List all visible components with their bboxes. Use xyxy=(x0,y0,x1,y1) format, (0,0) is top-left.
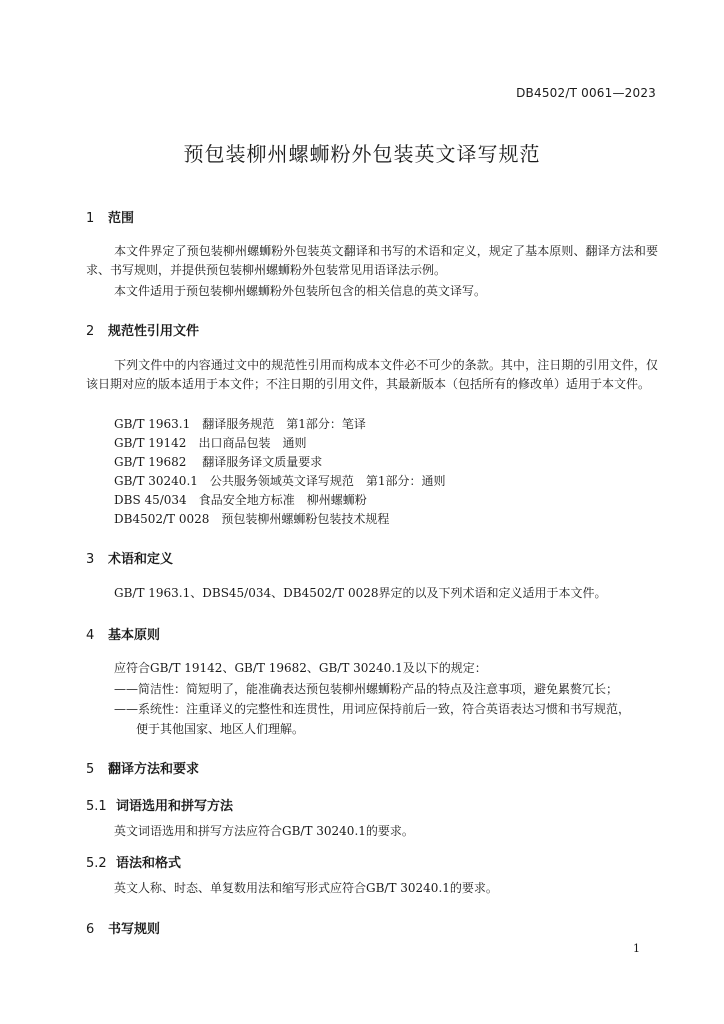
section-title: 语法和格式 xyxy=(116,856,182,871)
reference-item: GB/T 30240.1 公共服务领域英文译写规范 第1部分：通则 xyxy=(114,474,446,488)
reference-item: GB/T 19682 翻译服务译文质量要求 xyxy=(114,455,323,469)
section-4-paragraph-1: 应符合GB/T 19142、GB/T 19682、GB/T 30240.1及以下的规定： xyxy=(114,661,487,675)
reference-item: GB/T 19142 出口商品包装 通则 xyxy=(114,436,307,450)
section-5-1-heading xyxy=(86,795,233,814)
section-number: 5 xyxy=(86,762,95,777)
document-code: DB4502/T 0061—2023 xyxy=(516,86,656,100)
section-number: 5.2 xyxy=(86,856,107,871)
section-1-heading xyxy=(86,207,134,226)
section-title: 书写规则 xyxy=(108,922,161,937)
section-number: 5.1 xyxy=(86,799,107,814)
section-5-1-paragraph-1: 英文词语选用和拼写方法应符合GB/T 30240.1的要求。 xyxy=(114,824,414,838)
section-3-paragraph-1: GB/T 1963.1、DBS45/034、DB4502/T 0028界定的以及下列术语和定义适用于本文件。 xyxy=(114,586,607,600)
bullet-item: ——简洁性：简短明了，能准确表达预包装柳州螺蛳粉产品的特点及注意事项，避免累赘冗长； xyxy=(114,682,619,696)
section-number: 2 xyxy=(86,324,95,339)
reference-item: DBS 45/034 食品安全地方标准 柳州螺蛳粉 xyxy=(114,493,367,507)
section-number: 6 xyxy=(86,922,95,937)
section-6-heading xyxy=(86,918,160,937)
section-title: 翻译方法和要求 xyxy=(108,762,200,777)
section-1-paragraph-2: 本文件适用于预包装柳州螺蛳粉外包装所包含的相关信息的英文译写。 xyxy=(114,284,487,298)
bullet-item-continuation: 便于其他国家、地区人们理解。 xyxy=(136,722,305,736)
section-title: 基本原则 xyxy=(108,628,161,643)
section-2-heading xyxy=(86,320,199,339)
section-1-paragraph-1 xyxy=(86,242,658,280)
section-number: 4 xyxy=(86,628,95,643)
page-number: 1 xyxy=(633,942,640,955)
document-title: 预包装柳州螺蛳粉外包装英文译写规范 xyxy=(183,142,541,166)
reference-item: GB/T 1963.1 翻译服务规范 第1部分：笔译 xyxy=(114,417,366,431)
reference-item: DB4502/T 0028 预包装柳州螺蛳粉包装技术规程 xyxy=(114,512,390,526)
section-title: 范围 xyxy=(108,211,135,226)
section-number: 3 xyxy=(86,552,95,567)
paragraph-text: 本文件界定了预包装柳州螺蛳粉外包装英文翻译和书写的术语和定义，规定了基本原则、翻译方法和要求、书写规则，并提供预包装柳州螺蛳粉外包装常见用语译法示例。 xyxy=(86,244,658,277)
section-4-heading xyxy=(86,624,160,643)
section-5-2-paragraph-1: 英文人称、时态、单复数用法和缩写形式应符合GB/T 30240.1的要求。 xyxy=(114,881,498,895)
section-title: 词语选用和拼写方法 xyxy=(116,799,234,814)
paragraph-text: 下列文件中的内容通过文中的规范性引用而构成本文件必不可少的条款。其中，注日期的引用文件，仅该日期对应的版本适用于本文件；不注日期的引用文件，其最新版本（包括所有的修改单）适用于本文件。 xyxy=(86,358,658,391)
bullet-item: ——系统性：注重译义的完整性和连贯性，用词应保持前后一致，符合英语表达习惯和书写规范， xyxy=(114,702,631,716)
section-title: 术语和定义 xyxy=(108,552,174,567)
section-5-heading xyxy=(86,758,199,777)
section-number: 1 xyxy=(86,211,95,226)
section-title: 规范性引用文件 xyxy=(108,324,200,339)
section-2-paragraph-1 xyxy=(86,356,658,394)
section-3-heading xyxy=(86,548,173,567)
section-5-2-heading xyxy=(86,852,181,871)
